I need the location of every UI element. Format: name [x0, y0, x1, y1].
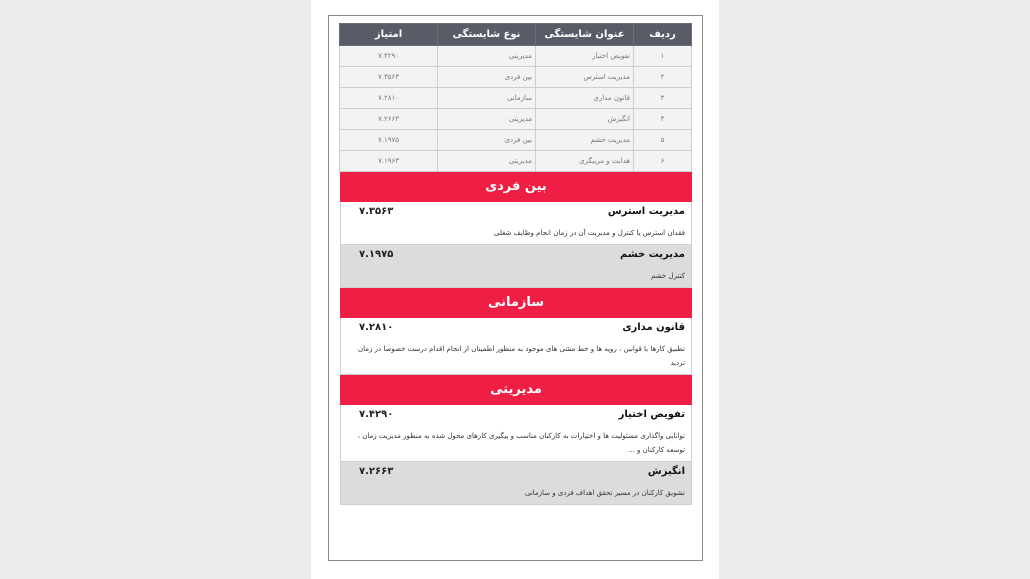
table-row [340, 130, 692, 151]
cell-title: مدیریت خشم [536, 130, 634, 151]
cell-row-number: ۴ [634, 109, 692, 130]
table-row [340, 67, 692, 88]
competency-score: ۷.۳۵۶۳ [359, 206, 394, 217]
competency-score: ۷.۱۹۷۵ [359, 249, 394, 260]
header-title: عنوان شایستگی [536, 24, 634, 46]
category-header: بین فردی [340, 172, 692, 202]
page-content [340, 23, 692, 505]
table-row [340, 151, 692, 172]
competency-sections [340, 172, 692, 505]
competency-item [340, 462, 692, 505]
competency-title: قانون مداری [622, 322, 685, 333]
competency-score: ۷.۲۶۶۳ [359, 466, 394, 477]
cell-score: ۷.۲۶۶۳ [340, 109, 438, 130]
cell-score: ۷.۳۵۶۳ [340, 67, 438, 88]
cell-score: ۷.۱۹۶۳ [340, 151, 438, 172]
competency-item [340, 202, 692, 245]
table-row [340, 46, 692, 67]
header-score: امتیاز [340, 24, 438, 46]
cell-type: مدیریتی [438, 109, 536, 130]
competency-description: کنترل خشم [651, 272, 685, 280]
cell-type: مدیریتی [438, 151, 536, 172]
table-row [340, 88, 692, 109]
cell-row-number: ۶ [634, 151, 692, 172]
competency-item [340, 245, 692, 288]
competency-item-header [347, 318, 685, 342]
competency-title: تفویض اختیار [618, 409, 685, 420]
cell-title: تفویض اختیار [536, 46, 634, 67]
header-row-number: ردیف [634, 24, 692, 46]
table-header-row [340, 24, 692, 46]
competency-description: تشویق کارکنان در مسیر تحقق اهداف فردی و سازمانی [524, 489, 685, 497]
competency-item-header [347, 405, 685, 429]
cell-title: مدیریت استرس [536, 67, 634, 88]
competency-score: ۷.۲۸۱۰ [359, 322, 394, 333]
cell-score: ۷.۲۸۱۰ [340, 88, 438, 109]
competency-item-header [347, 245, 685, 269]
competency-description: تطبیق کارها با قوانین ، رویه ها و خط مشی های موجود به منظور اطمینان از انجام اقدام درست خصوصا در زمان تردید [357, 345, 685, 367]
competency-description: توانایی واگذاری مسئولیت ها و اختیارات به کارکنان مناسب و پیگیری کارهای محول شده به منظور مدیریت زمان ، توسعه کارکنان و ... [357, 432, 685, 454]
cell-title: هدایت و مربیگری [536, 151, 634, 172]
competency-item [340, 318, 692, 375]
cell-type: بین فردی [438, 130, 536, 151]
cell-score: ۷.۱۹۷۵ [340, 130, 438, 151]
competency-title: مدیریت استرس [607, 206, 685, 217]
table-row [340, 109, 692, 130]
cell-title: قانون مداری [536, 88, 634, 109]
cell-type: سازمانی [438, 88, 536, 109]
cell-score: ۷.۴۲۹۰ [340, 46, 438, 67]
competency-item [340, 405, 692, 462]
cell-row-number: ۳ [634, 88, 692, 109]
competency-score: ۷.۴۲۹۰ [359, 409, 394, 420]
competency-summary-table [339, 23, 692, 172]
cell-title: انگیزش [536, 109, 634, 130]
cell-row-number: ۱ [634, 46, 692, 67]
cell-type: بین فردی [438, 67, 536, 88]
cell-type: مدیریتی [438, 46, 536, 67]
category-header: سازمانی [340, 288, 692, 318]
competency-description: فقدان استرس یا کنترل و مدیریت آن در زمان انجام وظایف شغلی [493, 229, 685, 237]
cell-row-number: ۵ [634, 130, 692, 151]
competency-item-header [347, 462, 685, 486]
document-page [328, 15, 703, 561]
category-header: مدیریتی [340, 375, 692, 405]
competency-item-header [347, 202, 685, 226]
competency-title: مدیریت خشم [620, 249, 685, 260]
competency-title: انگیزش [647, 466, 685, 477]
cell-row-number: ۲ [634, 67, 692, 88]
header-type: نوع شایستگی [438, 24, 536, 46]
